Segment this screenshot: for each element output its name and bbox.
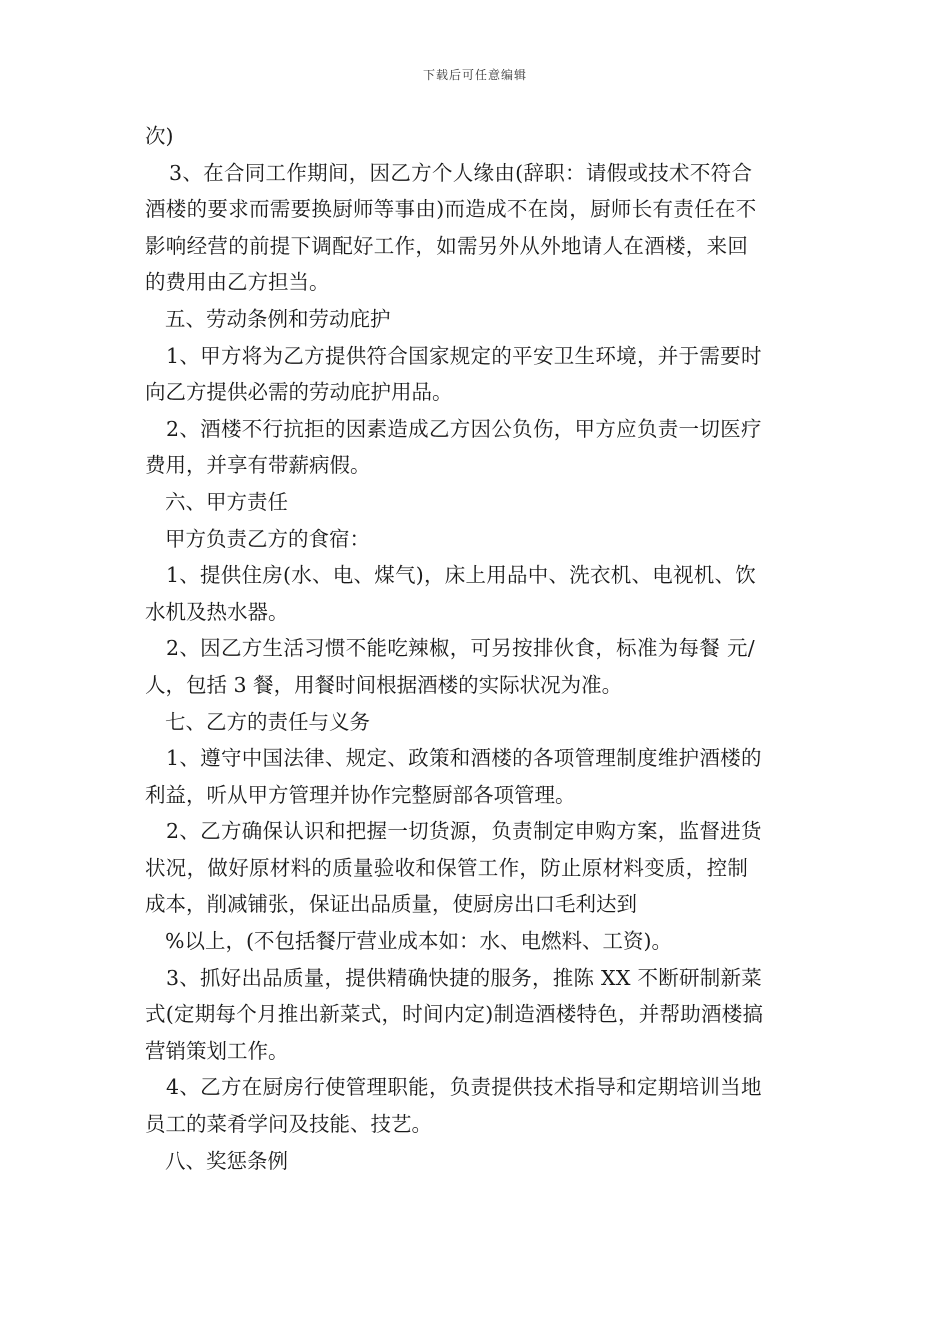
text-line: 的费用由乙方担当。 [145, 270, 330, 295]
section-heading: 六、甲方责任 [165, 489, 288, 514]
text-line: 影响经营的前提下调配好工作，如需另外从外地请人在酒楼，来回 [145, 233, 749, 258]
text-line: 3、抓好出品质量，提供精确快捷的服务，推陈 XX 不断研制新菜 [166, 965, 763, 990]
text-line: 营销策划工作。 [145, 1038, 289, 1063]
section-heading: 八、奖惩条例 [165, 1148, 288, 1173]
text-line: 4、乙方在厨房行使管理职能，负责提供技术指导和定期培训当地 [166, 1075, 762, 1100]
section-heading: 七、乙方的责任与义务 [165, 709, 370, 734]
text-line: 1、提供住房(水、电、煤气)，床上用品中、洗衣机、电视机、饮 [166, 563, 757, 588]
text-line: 2、酒楼不行抗拒的因素造成乙方因公负伤，甲方应负责一切医疗 [166, 416, 762, 441]
text-line: 2、乙方确保认识和把握一切货源，负责制定申购方案，监督进货 [166, 819, 762, 844]
text-line: 人，包括 3 餐，用餐时间根据酒楼的实际状况为准。 [145, 672, 623, 697]
text-line: 成本，削减铺张，保证出品质量，使厨房出口毛利达到 [145, 892, 637, 917]
text-line: 式(定期每个月推出新菜式，时间内定)制造酒楼特色，并帮助酒楼搞 [145, 1002, 764, 1027]
text-line: 2、因乙方生活习惯不能吃辣椒，可另按排伙食，标准为每餐 元/ [166, 636, 755, 661]
text-line: 酒楼的要求而需要换厨师等事由)而造成不在岗，厨师长有责任在不 [145, 197, 757, 222]
text-line: 3、在合同工作期间，因乙方个人缘由(辞职：请假或技术不符合 [169, 160, 753, 185]
text-line: 费用，并享有带薪病假。 [145, 453, 371, 478]
text-line: 1、甲方将为乙方提供符合国家规定的平安卫生环境，并于需要时 [166, 343, 762, 368]
text-line: 利益，听从甲方管理并协作完整厨部各项管理。 [145, 782, 576, 807]
text-line: 次) [145, 124, 174, 148]
text-line: 1、遵守中国法律、规定、政策和酒楼的各项管理制度维护酒楼的 [166, 746, 762, 771]
text-line: 甲方负责乙方的食宿： [165, 526, 370, 551]
text-line: 向乙方提供必需的劳动庇护用品。 [145, 380, 453, 405]
page-header-note: 下载后可任意编辑 [422, 68, 527, 82]
text-line: 状况，做好原材料的质量验收和保管工作，防止原材料变质，控制 [145, 855, 749, 880]
section-heading: 五、劳动条例和劳动庇护 [165, 306, 391, 331]
text-line: 员工的菜肴学问及技能、技艺。 [145, 1112, 432, 1137]
text-line: %以上，(不包括餐厅营业成本如：水、电燃料、工资)。 [165, 929, 672, 954]
document-body [145, 118, 809, 1179]
text-line: 水机及热水器。 [145, 599, 289, 624]
